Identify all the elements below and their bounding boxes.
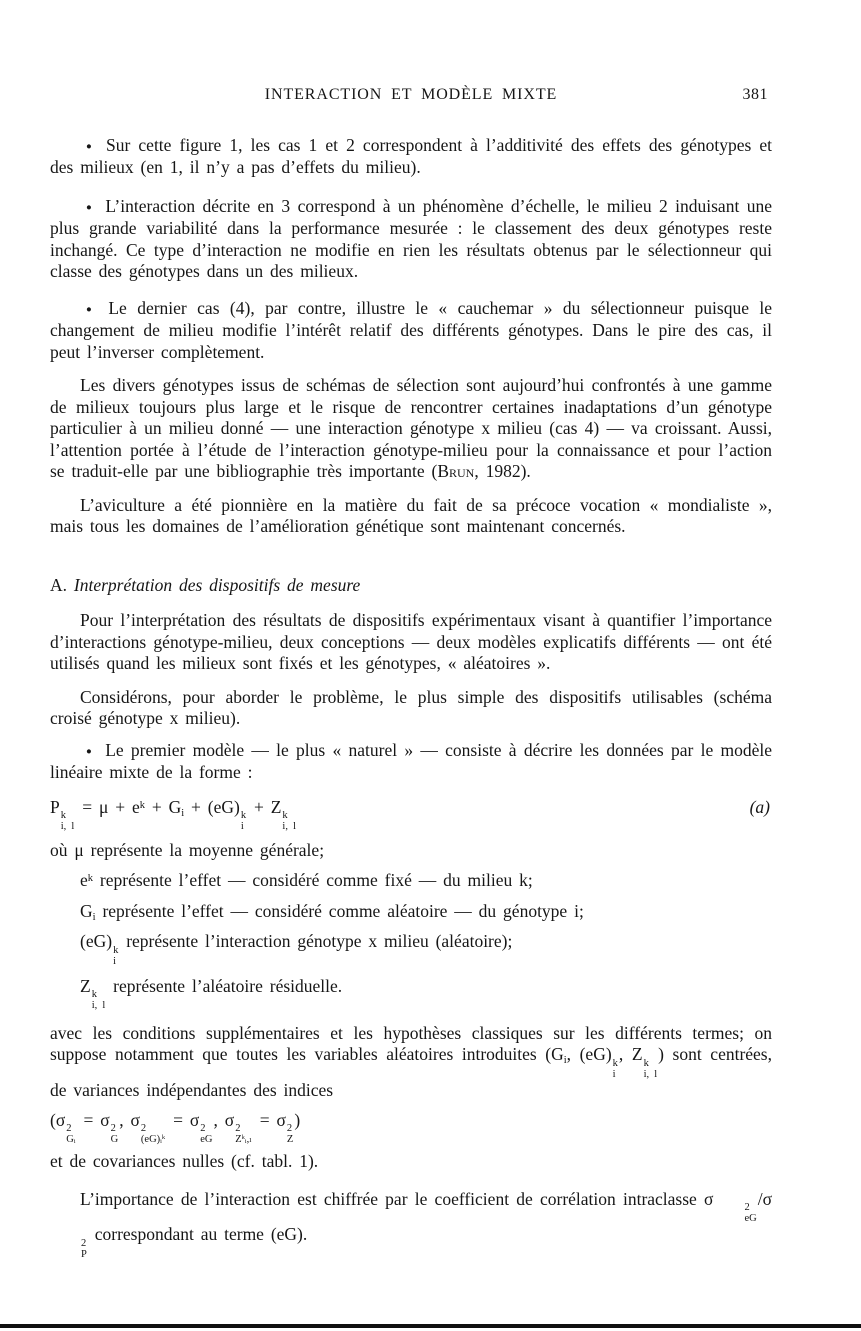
paragraph-conditions: avec les conditions supplémentaires et les hypothèses classiques sur les différents termes; on suppose notamment que toutes les variables aléatoires introduites ($G_i$, (eG) k i , Z k i, l ) sont centrées, de variances indépendantes des indices (50, 1022, 772, 1100)
page-bottom-rule (0, 1324, 861, 1328)
bullet-icon: ● (86, 303, 96, 315)
paragraph-genotypes-milieux: Les divers génotypes issus de schémas de sélection sont aujourd’hui confrontés à une gamme de milieux toujours plus large et le risque de rencontrer certaines inadaptations d’un génotype particulier à un milieu donné — une interaction génotype x milieu (cas 4) — va croissant. Aussi, l’attention portée à l’étude de l’interaction génotype-milieu pour la connaissance et pour l’action se traduit-elle par une bibliographie très importante (Brun, 1982). (50, 375, 772, 482)
section-heading-a: A. Interprétation des dispositifs de mesure (50, 574, 361, 595)
equation-model-a-formula: P k i, l = $\mu + e^k + G_i + (eG)$ k i + Z k i, l (50, 796, 296, 832)
equation-variances (50, 1107, 772, 1145)
paragraph-case-4-nightmare: ● Le dernier cas (4), par contre, illustre le « cauchemar » du sélectionneur puisque le changement de milieu modifie l’intérêt relatif des différents génotypes. Dans le pire des cas, il peut l’inverser complètement. (50, 297, 772, 362)
paragraph-intraclasse: L’importance de l’interaction est chiffrée par le coefficient de corrélation intraclasse σ 2 eG /σ 2 P correspondant au terme (eG). (80, 1188, 772, 1260)
equation-variances-formula: (σ 2 Gᵢ = σ 2 G , σ 2 (eG)ᵢᵏ = σ 2 eG , σ 2 Zᵏᵢ,ₗ = σ 2 Z ) (50, 1110, 301, 1146)
page-header (50, 0, 772, 104)
running-title: INTERACTION ET MODÈLE MIXTE (264, 86, 558, 103)
paragraph-covariances: et de covariances nulles (cf. tabl. 1). (50, 1151, 319, 1172)
definition-e-k: $e^k$ représente l’effet — considéré comme fixé — du milieu k; (80, 870, 533, 891)
bullet-icon: ● (86, 745, 93, 757)
paragraph-cases-1-2: ● Sur cette figure 1, les cas 1 et 2 correspondent à l’additivité des effets des génotypes et des milieux (en 1, il n’y a pas d’effets du milieu). (50, 135, 772, 178)
paragraph-case-3-scale: ● L’interaction décrite en 3 correspond à un phénomène d’échelle, le milieu 2 induisant une plus grande variabilité dans la performance mesurée : le classement des deux génotypes reste inchangé. Ce type d’interaction ne modifie en rien les résultats obtenus par le sélectionneur qui classe des génotypes dans un des milieux. (50, 195, 772, 282)
equation-model-a (50, 794, 772, 832)
bullet-icon: ● (86, 201, 93, 213)
paragraph-premier-modele: ● Le premier modèle — le plus « naturel » — consiste à décrire les données par le modèle linéaire mixte de la forme : (50, 739, 772, 783)
bullet-icon: ● (86, 140, 94, 152)
definition-eg-ki: (eG) k i représente l’interaction génotype x milieu (aléatoire); (80, 931, 513, 967)
page-number: 381 (742, 86, 768, 103)
definition-mu: où μ représente la moyenne générale; (50, 839, 325, 860)
document-body (50, 135, 772, 1260)
paragraph-aviculture: L’aviculture a été pionnière en la matière du fait de sa précoce vocation « mondialiste », mais tous les domaines de l’amélioration génétique sont maintenant concernés. (50, 494, 772, 537)
definition-g-i: $G_i$ représente l’effet — considéré comme aléatoire — du génotype i; (80, 900, 584, 923)
paragraph-interpretation: Pour l’interprétation des résultats de dispositifs expérimentaux visant à quantifier l’importance d’interactions génotype-milieu, deux conceptions — deux modèles explicatifs différents — ont été utilisés quand les milieux sont fixés et les génotypes, « aléatoires ». (50, 610, 772, 674)
equation-model-a-label: (a) (749, 796, 770, 817)
definition-z-kil: Z k i, l représente l’aléatoire résiduelle. (80, 975, 343, 1011)
paragraph-considerons: Considérons, pour aborder le problème, le plus simple des dispositifs utilisables (schéma croisé génotype x milieu). (50, 686, 772, 729)
